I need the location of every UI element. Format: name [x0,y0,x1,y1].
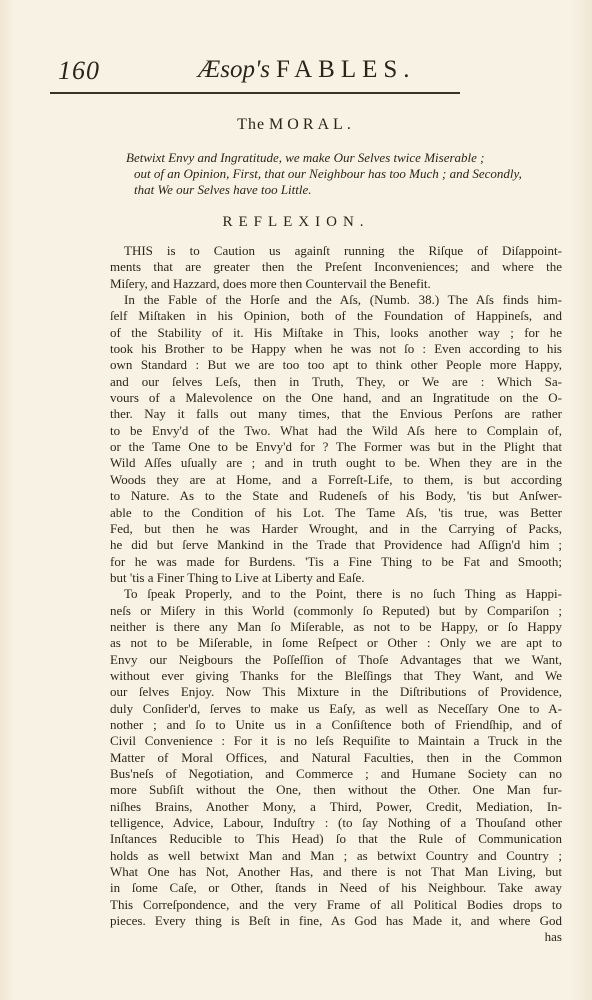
body-line: Civil Convenience : For it is no leſs Requiſite to Maintain a Truck in the [110,733,562,749]
body-line: To ſpeak Properly, and to the Point, there is no ſuch Thing as Happi- [124,586,562,602]
body-line: pieces. Every thing is Beſt in fine, As God has Made it, and where God [110,913,562,929]
body-line: neſs or Miſery in this World (commonly ſo Reputed) but by Compariſon ; [110,602,562,618]
header-rule [50,92,460,94]
moral-line: that We our Selves have too Little. [134,182,312,197]
body-line: Bus'neſs of Negotiation, and Commerce ; and Humane Society can no [110,766,562,781]
body-line: but 'tis a Finer Thing to Live at Liberty and Eaſe. [110,569,365,585]
body-line: of the Stability of it. His Miſtake in This, looks another way ; for he [110,324,562,340]
body-line: telligence, Advice, Labour, Induſtry : (to ſay Nothing of a Thouſand other [110,815,562,831]
body-line: has [544,929,562,945]
body-line: took his Brother to be Happy when he was not ſo : Even according to his [110,341,562,357]
running-title-italic: Æsop's [198,56,271,83]
body-line: What One has Not, Another Has, and there is not That Man Living, but [110,864,562,880]
body-line: in ſome Caſe, or Other, ſtands in Need of his Neighbour. Take away [110,880,562,896]
body-line: neither is there any Man ſo Miſerable, as not to be Happy, or ſo Happy [110,618,562,634]
body-line: Wild Aſſes uſually are ; and in truth ought to be. When they are in the [110,455,562,471]
body-line: niſhes Brains, Another Mony, a Third, Power, Credit, Mediation, In- [110,798,562,814]
body-line: ments that are greater then the Preſent Inconveniences; and where the [110,259,562,275]
body-line: Miſery, and Hazzard, does more then Countervail the Benefit. [110,275,431,291]
body-line: ther. Nay it falls out many times, that the Envious Perſons are rather [110,406,562,422]
reflexion-body [110,243,562,946]
running-title [198,56,416,84]
body-line: for he was made for Burdens. 'Tis a Fine Thing to be Fat and Smooth; [110,553,562,569]
page-header [58,56,458,90]
body-line: vours of a Malevolence on the One hand, and an Ingratitude on the O- [110,390,562,406]
body-line: Matter of Moral Offices, and Natural Faculties, then in the Common [110,749,562,765]
body-line: able to the Condition of his Lot. The Tame Aſs, 'tis true, was Better [110,504,562,520]
body-line: more Subſiſt without the One, then without the Other. One Man fur- [110,782,562,798]
body-line: In the Fable of the Horſe and the Aſs, (Numb. 38.) The Aſs finds him- [124,292,562,308]
body-line: to be Envy'd of the Two. What had the Wild Aſs here to Complain of, [110,422,562,438]
body-line: our ſelves Enjoy. Now This Mixture in the Diſtributions of Providence, [110,684,562,700]
running-title-caps: FABLES. [276,56,416,83]
moral-heading [0,116,592,134]
body-line: own Standard : But we are too too apt to think other People more Happy, [110,357,562,373]
body-line: ſelf Miſtaken in his Opinion, both of the Foundation of Happineſs, and [110,308,562,324]
body-line: he did but ſerve Mankind in the Trade that Providence had Aſſign'd him ; [110,537,562,553]
body-line: or the Tame One to be Envy'd for ? The Former was but in the Plight that [110,439,562,455]
body-line: to Nature. As to the State and Rudeneſs of his Body, 'tis but Anſwer- [110,488,562,504]
body-line: duly Conſider'd, ſerves to make us Eaſy, as well as Neceſſary One to A- [110,700,562,716]
body-line: nother ; and ſo to Unite us in a Conſiſtence both of Friendſhip, and of [110,716,562,732]
body-line: Inſtances Reducible to This Head) ſo that the Rule of Communication [110,831,562,847]
moral-heading-caps: MORAL. [269,116,355,133]
moral-text [126,150,566,198]
body-line: and our ſelves Leſs, then in Truth, They, or We are : Which Sa- [110,373,562,389]
body-line: THIS is to Caution us againſt running the Riſque of Diſappoint- [124,243,562,258]
body-line: as not to be Miſerable, in ſome Reſpect or Other : Only we are apt to [110,635,562,651]
body-line: Fed, but then he was Harder Wrought, and in the Carrying of Packs, [110,520,562,536]
body-line: This Correſpondence, and the very Frame of all Political Bodies drops to [110,896,562,912]
body-line: without ever giving Thanks for the Bleſſings that They Want, and We [110,667,562,683]
body-line: Woods they are at Home, and a Forreſt-Life, to them, is but according [110,471,562,487]
body-line: holds as well betwixt Man and Man ; as betwixt Country and Country ; [110,847,562,863]
page-number: 160 [58,56,100,85]
moral-heading-prefix: The [237,116,266,133]
body-line: Envy our Neigbours the Poſſeſſion of Thoſe Advantages that we Want, [110,651,562,667]
reflexion-heading: REFLEXION. [222,214,370,230]
moral-line: out of an Opinion, First, that our Neighbour has too Much ; and Secondly, [134,166,522,181]
moral-line: Betwixt Envy and Ingratitude, we make Our Selves twice Miserable ; [126,150,485,165]
